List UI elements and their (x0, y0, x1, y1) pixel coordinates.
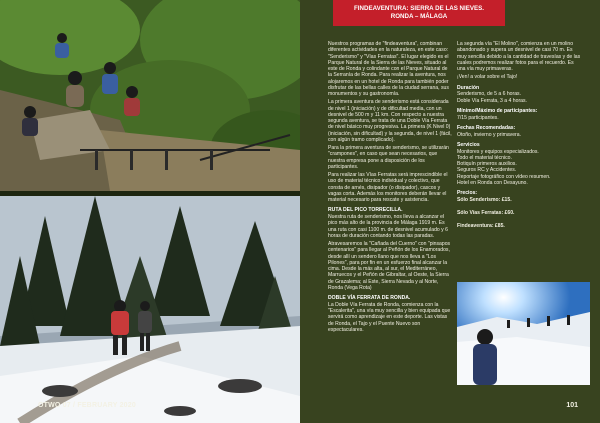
text-column-2 (457, 41, 583, 230)
article-title-box (333, 0, 505, 26)
price-findeaventura: Findeaventura: £85. (457, 223, 505, 230)
service-item: Todo el material técnico. (457, 154, 512, 161)
article-title: FINDEAVENTURA: SIERRA DE LAS NIEVES. (354, 5, 484, 12)
service-item: Botiquín primeros auxilios. (457, 161, 517, 167)
paragraph: Atravesaremos la "Cañada del Cuerno" con "pinsapos centenarios" para llegar al Peñón de los Enamorados, desde allí un sendero llano que nos lleva a "Los Pilones", para por fin en un esfuerzo final alcanzar la cima. Desde la más alta, al sur, el Mediterráneo, Marruecos y el Peñón de Gibraltar, al Oeste, la Sierra de Grazalema; al Este, Sierra Nevada y al Norte, Ronda (Vega Rota) (328, 241, 451, 291)
participants-value: 7/15 participantes. (457, 114, 499, 121)
paragraph: La segunda vía "El Molino", comienza en un molino abandonado y supera un desnivel de casi 70 m. Es muy sencilla debido a la cantidad de travesías y de las cuales podremos realizar fotos para el recuerdo. Es una vía muy primaveras. (457, 41, 581, 72)
paragraph: Para realizar las Vías Ferratas será imprescindible el uso de material técnico individual y colectivo, que consta de arnés, disipador (o disipador), cascos y vagas corta. Además los monitores deberán llevar el material necesario para rescate y asistencia. (328, 172, 448, 203)
dates-heading: Fechas Recomendadas: (457, 124, 516, 131)
service-item: Seguros RC y Accidentes. (457, 167, 517, 174)
photo-via-ferrata-climbers (0, 0, 300, 191)
paragraph: ¡Ven! a volar sobre el Tajo! (457, 74, 518, 81)
article-subtitle: RONDA – MÁLAGA (390, 12, 448, 20)
section-heading-torrecilla: RUTA DEL PICO TORRECILLA. (328, 207, 403, 214)
prices-heading: Precios: (457, 190, 478, 196)
section-heading-via-ferrata: DOBLE VÍA FERRATA DE RONDA. (328, 295, 411, 301)
participants-heading: Mínimo/Máximo de participantes: (457, 107, 538, 114)
paragraph: Para la primera aventura de senderismo, se utilizarán "crampones", en caso que sean necesarios, que nuestra empresa pone a disposición de los participantes. (328, 145, 449, 170)
text-column-1 (328, 41, 452, 335)
right-page (300, 0, 600, 423)
service-item: Reportaje fotográfico con vídeo resumen. (457, 173, 551, 180)
service-item: Hotel en Ronda con Desayuno. (457, 179, 528, 186)
dates-value: Otoño, invierno y primavera. (457, 131, 521, 138)
photo-snowy-summit-hikers (457, 282, 590, 385)
price-via-ferrata: Sólo Vías Ferratas: £60. (457, 210, 515, 216)
paragraph: Nuestros programas de "findeaventura", combinan diferentes actividades en la naturaleza, en este caso: "Senderismo" y "Vías Ferratas". El lugar elegido es el Parque Natural de la Sierra de las Nieves, situado al este de Ronda y colindante con el Parque Natural de la Serranía de Ronda. Para realizar la aventura, nos alojaremos en un hotel de Ronda para también poder disfrutar de las bellas calles de la ciudad serrana, sus monumentos y su gastronomía. (328, 41, 449, 97)
duration-heading: Duración (457, 84, 480, 91)
duration-hiking: Senderismo, de 5 a 6 horas. (457, 91, 521, 98)
services-heading: Servicios (457, 141, 480, 148)
price-hiking: Sólo Senderismo: £15. (457, 196, 512, 203)
duration-via-ferrata: Doble Vía Ferrata, 3 a 4 horas. (457, 97, 527, 104)
photo-snowy-forest-hikers (0, 196, 300, 423)
paragraph: La primera aventura de senderismo está considerada de nivel 1 (iniciación) y de dificultad media, con un desnivel de 500 m y 11 km. Con respecto a nuestra segunda aventura, se trata de una Doble Vía Ferrata de nivel básico muy progresiva. La primera (K Nivel 0) (iniciación, sin dificultad) y la segunda, de nivel 1 (fácil, con algún tramo complicado). (328, 99, 452, 143)
paragraph: Nuestra ruta de senderismo, nos lleva a alcanzar el pico más alto de la provincia de Málaga 1919 m. Es una ruta con casi 1100 m. de desnivel acumulado y 6 horas de duración contando todas las paradas. (328, 214, 448, 239)
service-item: Monitores y equipos especializados. (457, 148, 539, 155)
footer-issue: OTWO 07 / FEBRUARY 2020 (38, 402, 136, 409)
page-number: 101 (566, 402, 578, 409)
paragraph: La Doble Vía Ferrata de Ronda, comienza con la "Escalerita", una vía muy sencilla y bien equipada que servirá como aprendizaje en este deporte. Las vistas de Ronda, el Tajo y el Puente Nuevo son espectaculares. (328, 301, 451, 333)
